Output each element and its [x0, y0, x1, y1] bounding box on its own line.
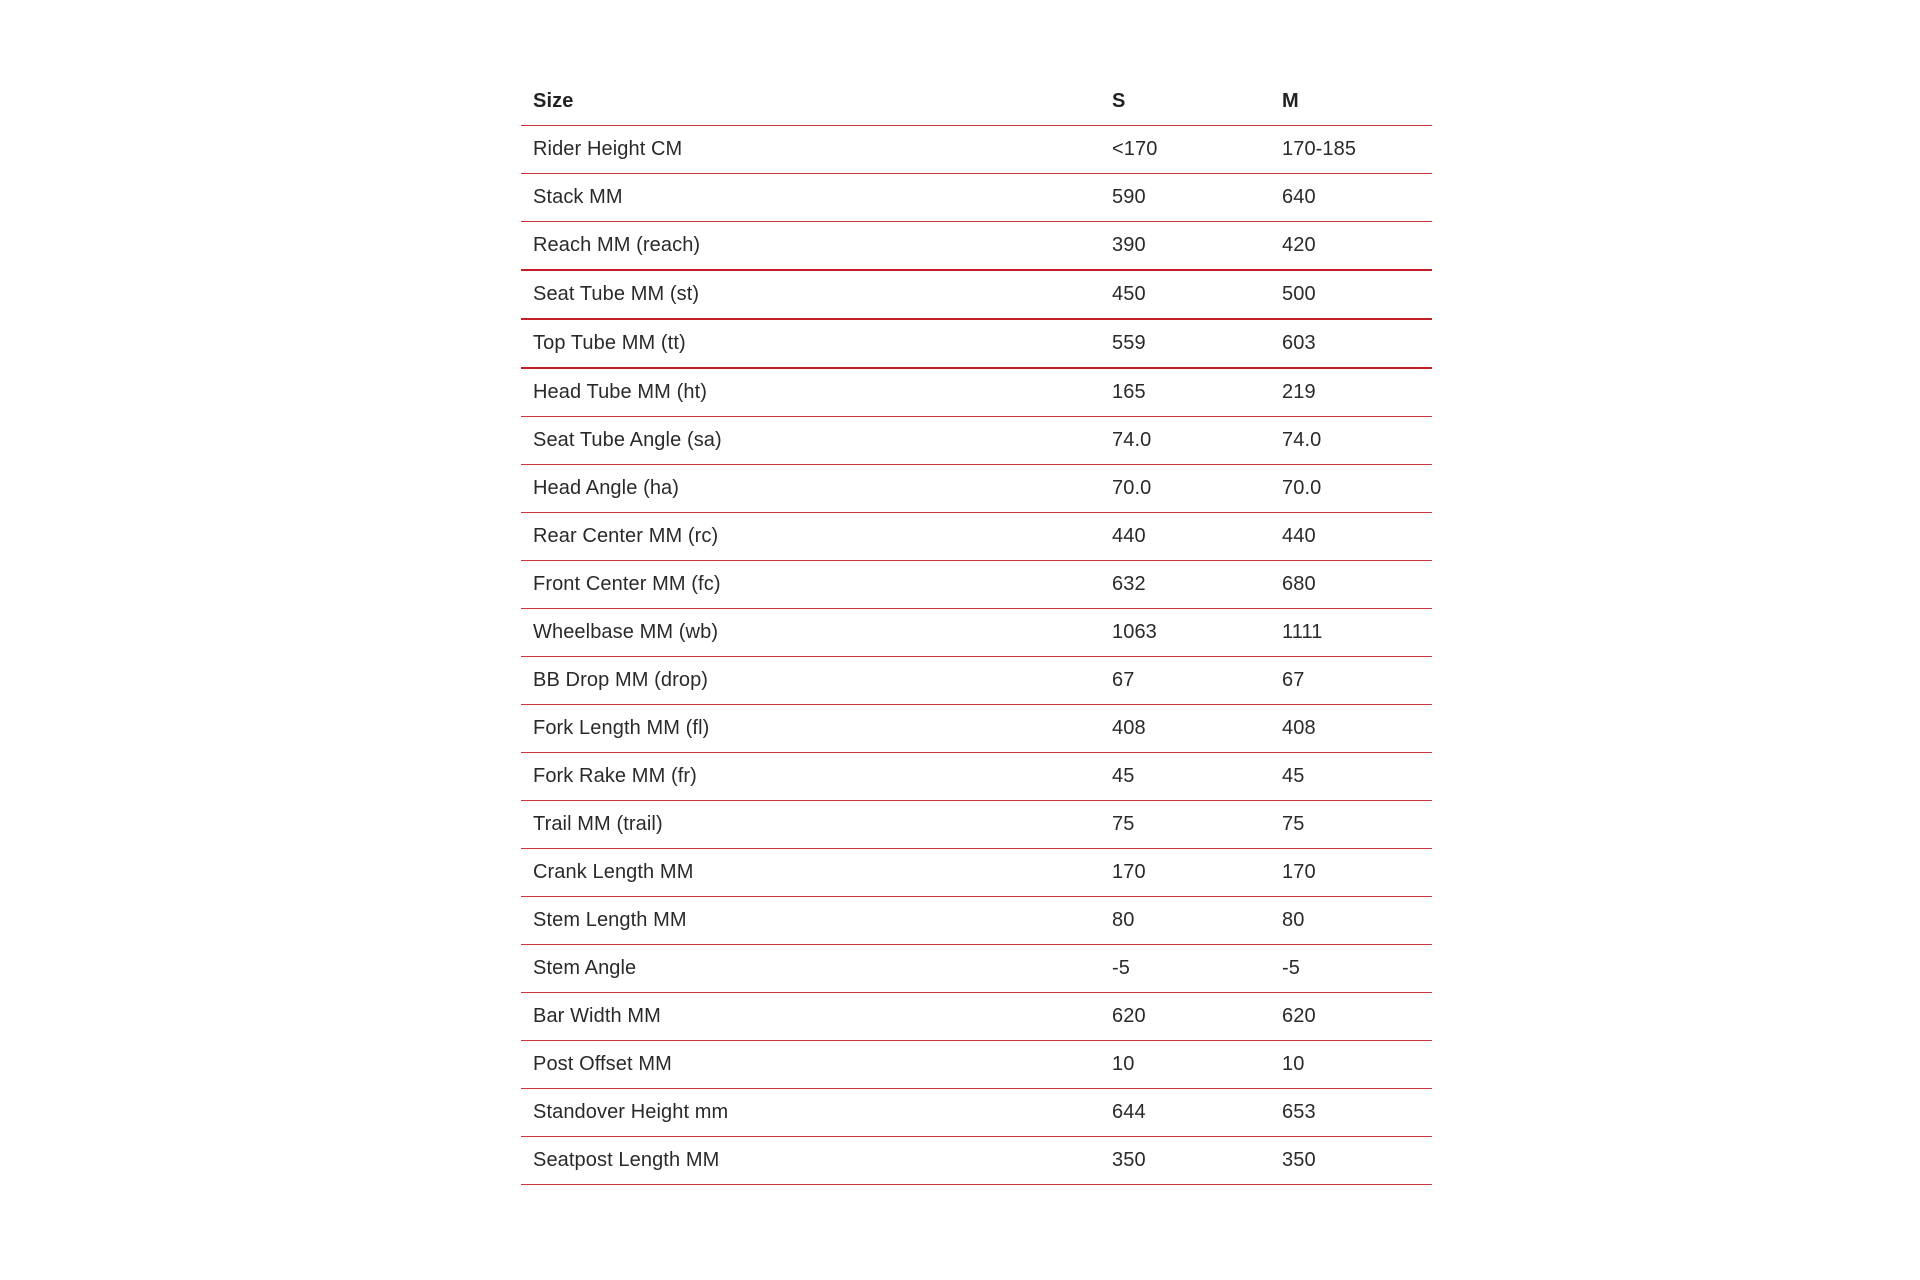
- cell-s: 74.0: [1100, 417, 1270, 465]
- table-row: [521, 1137, 1432, 1185]
- row-label: Trail MM (trail): [521, 801, 1100, 849]
- cell-s: 75: [1100, 801, 1270, 849]
- cell-s: 644: [1100, 1089, 1270, 1137]
- cell-m: 170: [1270, 849, 1432, 897]
- cell-m: 680: [1270, 561, 1432, 609]
- cell-m: -5: [1270, 945, 1432, 993]
- table-row: [521, 849, 1432, 897]
- cell-m: 440: [1270, 513, 1432, 561]
- row-label: Fork Length MM (fl): [521, 705, 1100, 753]
- cell-m: 1111: [1270, 609, 1432, 657]
- cell-m: 500: [1270, 270, 1432, 319]
- cell-s: 632: [1100, 561, 1270, 609]
- cell-m: 75: [1270, 801, 1432, 849]
- cell-s: 165: [1100, 368, 1270, 417]
- cell-m: 653: [1270, 1089, 1432, 1137]
- cell-m: 620: [1270, 993, 1432, 1041]
- column-header-m: M: [1270, 78, 1432, 126]
- cell-m: 74.0: [1270, 417, 1432, 465]
- table-row: [521, 657, 1432, 705]
- row-label: Seatpost Length MM: [521, 1137, 1100, 1185]
- table-row: [521, 705, 1432, 753]
- table-row: [521, 465, 1432, 513]
- table-row: [521, 270, 1432, 319]
- row-label: Standover Height mm: [521, 1089, 1100, 1137]
- row-label: Fork Rake MM (fr): [521, 753, 1100, 801]
- row-label: Head Angle (ha): [521, 465, 1100, 513]
- cell-s: 45: [1100, 753, 1270, 801]
- cell-s: 170: [1100, 849, 1270, 897]
- table-row: [521, 368, 1432, 417]
- cell-m: 10: [1270, 1041, 1432, 1089]
- row-label: Stack MM: [521, 174, 1100, 222]
- cell-s: <170: [1100, 126, 1270, 174]
- table-header-row: [521, 78, 1432, 126]
- table-row: [521, 319, 1432, 368]
- cell-m: 350: [1270, 1137, 1432, 1185]
- table-row: [521, 801, 1432, 849]
- table-row: [521, 513, 1432, 561]
- row-label: Bar Width MM: [521, 993, 1100, 1041]
- cell-s: 408: [1100, 705, 1270, 753]
- column-header-s: S: [1100, 78, 1270, 126]
- table-row: [521, 1041, 1432, 1089]
- cell-s: 559: [1100, 319, 1270, 368]
- table-row: [521, 417, 1432, 465]
- cell-m: 219: [1270, 368, 1432, 417]
- cell-s: 350: [1100, 1137, 1270, 1185]
- row-label: Wheelbase MM (wb): [521, 609, 1100, 657]
- column-header-size: Size: [521, 78, 1100, 126]
- row-label: Seat Tube Angle (sa): [521, 417, 1100, 465]
- cell-s: 70.0: [1100, 465, 1270, 513]
- cell-m: 170-185: [1270, 126, 1432, 174]
- row-label: Front Center MM (fc): [521, 561, 1100, 609]
- cell-s: 1063: [1100, 609, 1270, 657]
- row-label: Post Offset MM: [521, 1041, 1100, 1089]
- cell-s: 67: [1100, 657, 1270, 705]
- cell-s: 450: [1100, 270, 1270, 319]
- table-row: [521, 1089, 1432, 1137]
- row-label: Head Tube MM (ht): [521, 368, 1100, 417]
- table-row: [521, 561, 1432, 609]
- row-label: BB Drop MM (drop): [521, 657, 1100, 705]
- cell-s: -5: [1100, 945, 1270, 993]
- table-row: [521, 126, 1432, 174]
- row-label: Crank Length MM: [521, 849, 1100, 897]
- cell-m: 640: [1270, 174, 1432, 222]
- cell-m: 603: [1270, 319, 1432, 368]
- cell-s: 80: [1100, 897, 1270, 945]
- cell-s: 440: [1100, 513, 1270, 561]
- cell-m: 70.0: [1270, 465, 1432, 513]
- cell-s: 10: [1100, 1041, 1270, 1089]
- cell-s: 620: [1100, 993, 1270, 1041]
- row-label: Reach MM (reach): [521, 222, 1100, 271]
- cell-m: 80: [1270, 897, 1432, 945]
- table-row: [521, 609, 1432, 657]
- row-label: Rear Center MM (rc): [521, 513, 1100, 561]
- cell-m: 67: [1270, 657, 1432, 705]
- table-row: [521, 222, 1432, 271]
- row-label: Top Tube MM (tt): [521, 319, 1100, 368]
- table-row: [521, 945, 1432, 993]
- cell-m: 420: [1270, 222, 1432, 271]
- cell-m: 45: [1270, 753, 1432, 801]
- row-label: Seat Tube MM (st): [521, 270, 1100, 319]
- row-label: Rider Height CM: [521, 126, 1100, 174]
- table-row: [521, 897, 1432, 945]
- cell-s: 590: [1100, 174, 1270, 222]
- table-row: [521, 753, 1432, 801]
- cell-m: 408: [1270, 705, 1432, 753]
- row-label: Stem Angle: [521, 945, 1100, 993]
- cell-s: 390: [1100, 222, 1270, 271]
- table-row: [521, 993, 1432, 1041]
- geometry-table: [521, 78, 1432, 1185]
- table-row: [521, 174, 1432, 222]
- row-label: Stem Length MM: [521, 897, 1100, 945]
